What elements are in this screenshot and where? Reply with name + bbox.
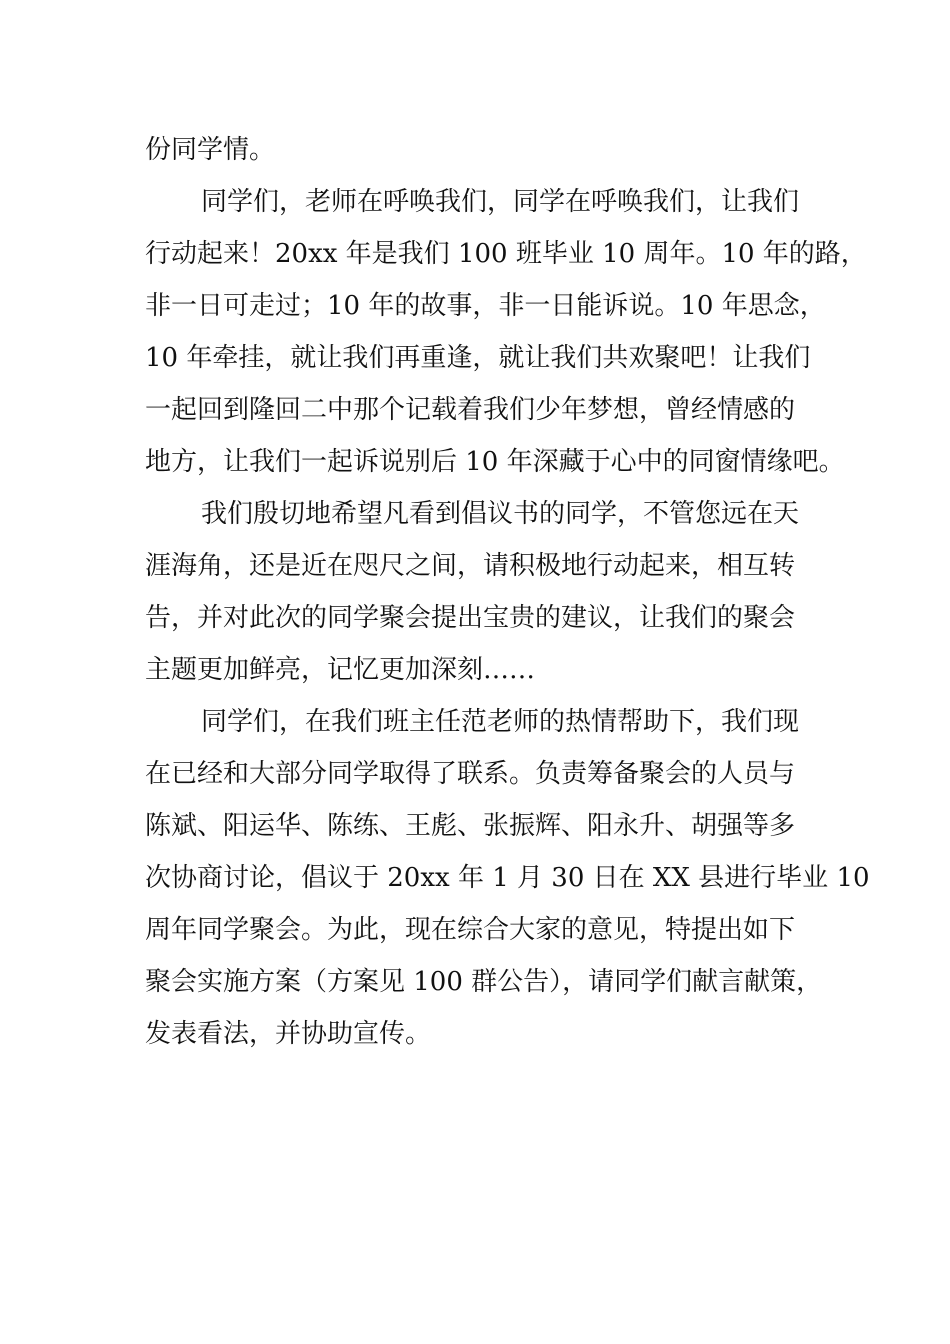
document-body (145, 124, 870, 1060)
text-line: 次协商讨论，倡议于 20xx 年 1 月 30 日在 XX 县进行毕业 10 (145, 863, 870, 893)
text-line: 行动起来！20xx 年是我们 100 班毕业 10 周年。10 年的路， (145, 239, 867, 269)
text-line: 聚会实施方案（方案见 100 群公告），请同学们献言献策， (145, 967, 823, 997)
text-line: 非一日可走过；10 年的故事，非一日能诉说。10 年思念， (145, 291, 826, 321)
text-line: 涯海角，还是近在咫尺之间，请积极地行动起来，相互转 (145, 551, 796, 581)
text-line: 一起回到隆回二中那个记载着我们少年梦想，曾经情感的 (145, 395, 796, 425)
text-line: 在已经和大部分同学取得了联系。负责筹备聚会的人员与 (145, 759, 796, 789)
text-line: 周年同学聚会。为此，现在综合大家的意见，特提出如下 (145, 915, 796, 945)
text-line: 告，并对此次的同学聚会提出宝贵的建议，让我们的聚会 (145, 603, 796, 633)
text-line: 主题更加鲜亮，记忆更加深刻…… (145, 655, 536, 685)
text-line: 地方，让我们一起诉说别后 10 年深藏于心中的同窗情缘吧。 (145, 447, 845, 477)
paragraph-first-line: 同学们，老师在呼唤我们，同学在呼唤我们，让我们 (201, 187, 800, 217)
text-line: 发表看法，并协助宣传。 (145, 1019, 432, 1049)
text-line: 份同学情。 (145, 135, 276, 165)
paragraph-first-line: 同学们，在我们班主任范老师的热情帮助下，我们现 (201, 707, 800, 737)
paragraph-first-line: 我们殷切地希望凡看到倡议书的同学，不管您远在天 (201, 499, 800, 529)
text-line: 陈斌、阳运华、陈练、王彪、张振辉、阳永升、胡强等多 (145, 811, 796, 841)
text-line: 10 年牵挂，就让我们再重逢，就让我们共欢聚吧！让我们 (145, 343, 811, 373)
